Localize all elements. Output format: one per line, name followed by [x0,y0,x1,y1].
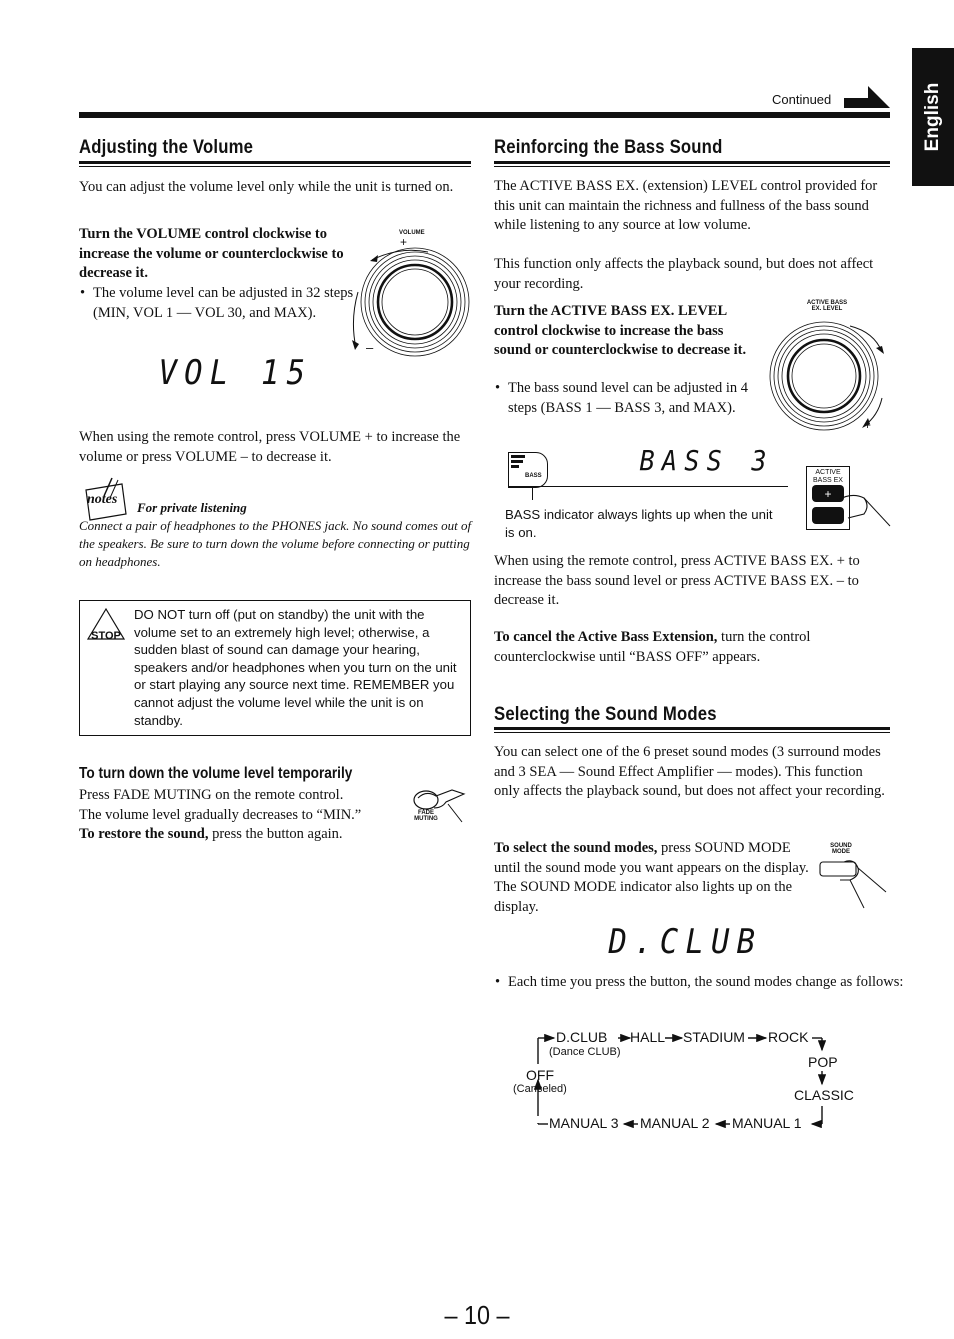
top-rule [79,112,890,118]
bass-indicator-box [508,452,548,488]
volume-heading-rule [79,161,471,164]
svg-text:+: + [824,487,832,501]
fade-muting-label: FADE MUTING [414,810,438,822]
bass-knob-icon [764,318,890,438]
volume-knob-icon [350,240,474,358]
bass-cancel-rest: turn the control counterclockwise until “BASS OFF” appears. [494,629,811,665]
caution-text: DO NOT turn off (put on standby) the unit with the volume set to an extremely high level; otherwise, a sudden blast of sound can damage your hearing, speakers and/or headphones when you turn on the unit or start playing any source next time. REMEMBER you cannot adjust the volume level while the unit is on standby. [134,607,457,728]
volume-remote-text: When using the remote control, press VOLUME + to increase the volume or press VOLUME – to decrease it. [79,429,461,465]
bass-intro1: The ACTIVE BASS EX. (extension) LEVEL control provided for this unit can maintain the richness and fullness of the bass sound while listening to any source at low volume. [494,178,878,233]
sound-intro: You can select one of the 6 preset sound modes (3 surround modes and 3 SEA — Sound Effect Amplifier — modes). This function only affects the playback sound, but does not affect your recording. [494,744,885,799]
flow-manual3: MANUAL 3 [549,1115,619,1131]
volume-intro: You can adjust the volume level only while the unit is turned on. [79,179,454,195]
volume-instruction: Turn the VOLUME control clockwise to increase the volume or counterclockwise to decrease it. [79,226,344,281]
continued-arrow-icon [844,86,890,108]
sound-select-bold: To select the sound modes, [494,840,658,856]
volume-knob-label: VOLUME [399,230,425,236]
temp-mute-line2: The volume level gradually decreases to “MIN.” [79,807,362,823]
bass-heading-rule [494,161,890,164]
bass-heading: Reinforcing the Bass Sound [494,137,723,158]
bass-cancel-bold: To cancel the Active Bass Extension, [494,629,718,645]
bass-knob-plus: + [864,418,872,432]
bass-bullet-list [494,379,774,418]
flow-pop: POP [808,1054,838,1070]
volume-heading-rule-thin [79,166,471,167]
sound-display-readout: D.CLUB [608,922,763,962]
bass-display-readout: BASS 3 [639,444,774,477]
restore-rest: press the button again. [208,826,343,842]
language-tab [912,48,954,186]
notes-text: Connect a pair of headphones to the PHONES jack. No sound comes out of the speakers. Be sure to turn down the volume before connecting or putting on headphones. [79,518,472,569]
flow-stadium: STADIUM [683,1029,745,1045]
volume-display-readout: VOL 15 [158,353,313,393]
sound-heading-rule [494,727,890,730]
flow-dclub: D.CLUB [556,1029,608,1045]
notes-icon-text: notes [87,492,118,507]
bass-knob-label: ACTIVE BASS EX. LEVEL [806,300,848,312]
sound-heading-rule-thin [494,732,890,733]
bass-indicator-text: BASS [525,473,542,479]
caution-stop-text: STOP [91,630,121,642]
sound-bullet: • Each time you press the button, the sound modes change as follows: [508,973,904,993]
restore-bold: To restore the sound, [79,826,209,842]
sound-bullet-list [494,973,904,993]
caution-stop-icon [86,607,126,643]
flow-dclub-sub: (Dance CLUB) [549,1046,621,1058]
sound-heading: Selecting the Sound Modes [494,704,717,725]
sound-select-rest: press SOUND MODE until the sound mode you want appears on the display. The SOUND MODE indicator also lights up on the display. [494,840,809,915]
temp-mute-heading: To turn down the volume level temporarily [79,765,353,782]
caution-box [79,600,471,736]
bass-display-baseline [508,486,788,487]
volume-bullet-list [79,284,363,323]
flow-hall: HALL [630,1029,666,1045]
volume-knob-plus: + [400,235,408,249]
flow-manual2: MANUAL 2 [640,1115,710,1131]
bass-remote-text: When using the remote control, press ACTIVE BASS EX. + to increase the bass sound level or press ACTIVE BASS EX. – to decrease it. [494,553,860,608]
notes-title: For private listening [137,500,247,515]
bass-intro2: This function only affects the playback sound, but does not affect your recording. [494,256,874,292]
sound-mode-button-label: SOUND MODE [830,843,852,855]
sound-mode-button-icon [818,858,888,910]
bass-indicator-leader [532,486,533,500]
temp-mute-line1: Press FADE MUTING on the remote control. [79,787,344,803]
sound-select-text [494,839,814,917]
volume-bullet: • The volume level can be adjusted in 32 steps (MIN, VOL 1 — VOL 30, and MAX). [93,284,363,323]
flow-rock: ROCK [768,1029,809,1045]
volume-knob-minus: – [366,340,374,355]
restore-text [79,825,409,845]
bass-bullet: • The bass sound level can be adjusted in 4 steps (BASS 1 — BASS 3, and MAX). [508,379,774,418]
page-number: – 10 – [444,1300,510,1330]
bass-remote-button-label: ACTIVE BASS EX [813,469,843,484]
flow-manual1: MANUAL 1 [732,1115,802,1131]
continued-label: Continued [772,92,832,107]
flow-off-sub: (Canceled) [513,1083,567,1095]
bass-indicator-icon [511,455,529,471]
bass-heading-rule-thin [494,166,890,167]
flow-classic: CLASSIC [794,1087,854,1103]
language-tab-label: English [922,82,943,152]
flow-off: OFF [526,1067,554,1083]
volume-heading: Adjusting the Volume [79,137,254,158]
bass-indicator-note: BASS indicator always lights up when the unit is on. [505,507,773,540]
bass-cancel-text [494,628,889,667]
bass-instruction: Turn the ACTIVE BASS EX. LEVEL control clockwise to increase the bass sound or counterclockwise to decrease it. [494,303,747,358]
bass-remote-finger-icon [834,490,892,530]
